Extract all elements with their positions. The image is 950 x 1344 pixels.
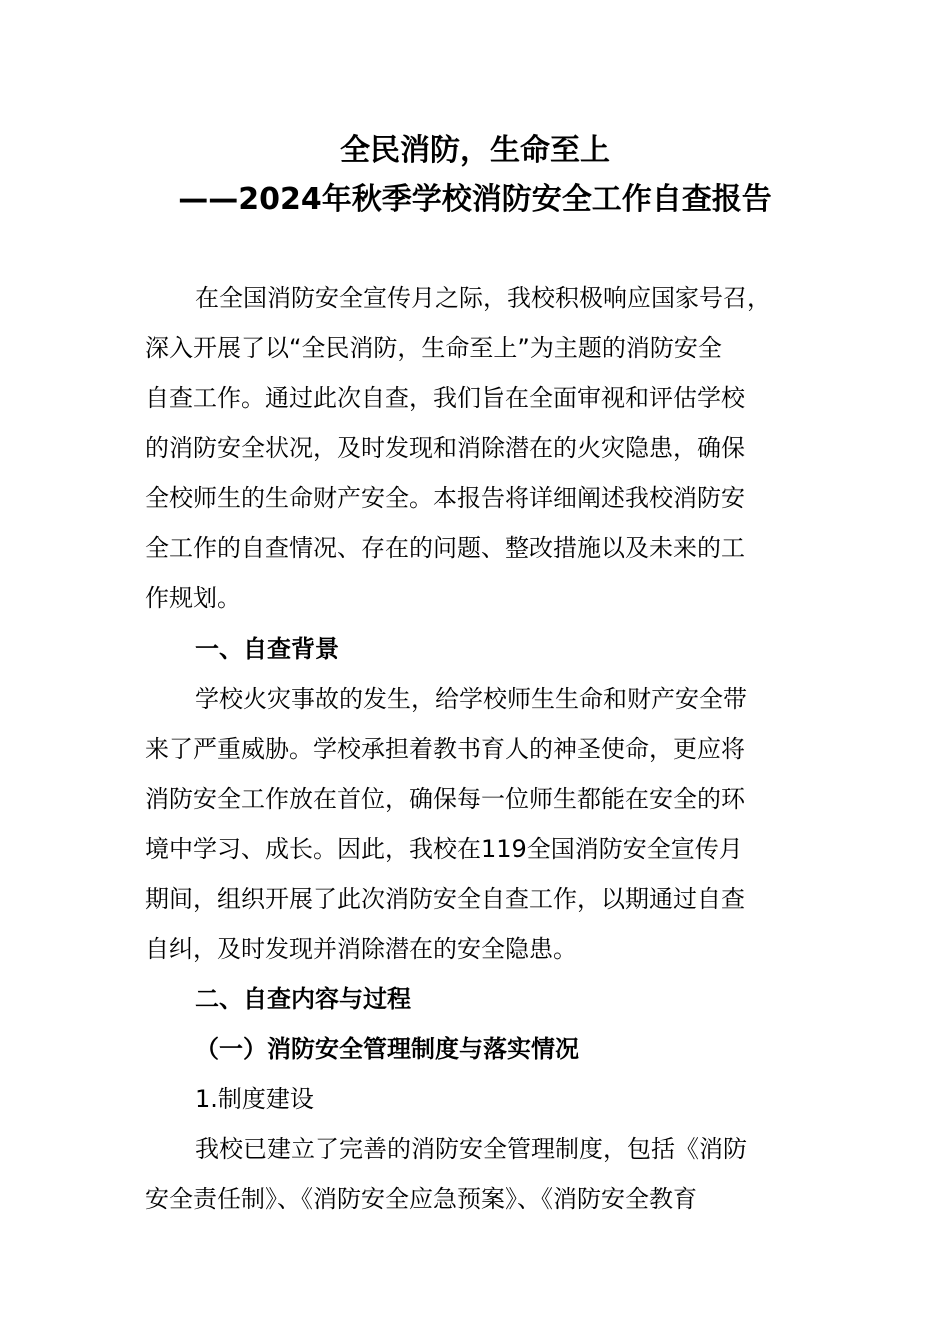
paragraph-line: 期间，组织开展了此次消防安全自查工作，以期通过自查	[145, 885, 745, 913]
paragraph-line: 深入开展了以“全民消防，生命至上”为主题的消防安全	[145, 334, 722, 362]
paragraph-line: 学校火灾事故的发生，给学校师生生命和财产安全带	[195, 685, 747, 713]
document-subtitle: ——2024年秋季学校消防安全工作自查报告	[178, 182, 772, 217]
paragraph-line: 来了严重威胁。学校承担着教书育人的神圣使命，更应将	[145, 735, 745, 763]
document-title: 全民消防，生命至上	[340, 133, 610, 168]
paragraph-line: 全校师生的生命财产安全。本报告将详细阐述我校消防安	[145, 484, 745, 512]
paragraph-line: 全工作的自查情况、存在的问题、整改措施以及未来的工	[145, 534, 745, 562]
paragraph-line: 消防安全工作放在首位，确保每一位师生都能在安全的环	[145, 785, 745, 813]
paragraph-line: 在全国消防安全宣传月之际，我校积极响应国家号召，	[195, 284, 771, 312]
section-heading: 一、自查背景	[195, 635, 339, 663]
paragraph-line: 自查工作。通过此次自查，我们旨在全面审视和评估学校	[145, 384, 745, 412]
subsection-heading: （一）消防安全管理制度与落实情况	[195, 1035, 579, 1063]
section-heading: 二、自查内容与过程	[195, 985, 411, 1013]
paragraph-line: 自纠，及时发现并消除潜在的安全隐患。	[145, 935, 577, 963]
paragraph-line: 境中学习、成长。因此，我校在119全国消防安全宣传月	[145, 835, 743, 863]
paragraph-line: 作规划。	[145, 584, 241, 612]
paragraph-line: 的消防安全状况，及时发现和消除潜在的火灾隐患，确保	[145, 434, 745, 462]
paragraph-line: 安全责任制》、《消防安全应急预案》、《消防安全教育	[145, 1185, 697, 1213]
paragraph-line: 我校已建立了完善的消防安全管理制度，包括《消防	[195, 1135, 747, 1163]
item-heading: 1.制度建设	[195, 1085, 314, 1113]
